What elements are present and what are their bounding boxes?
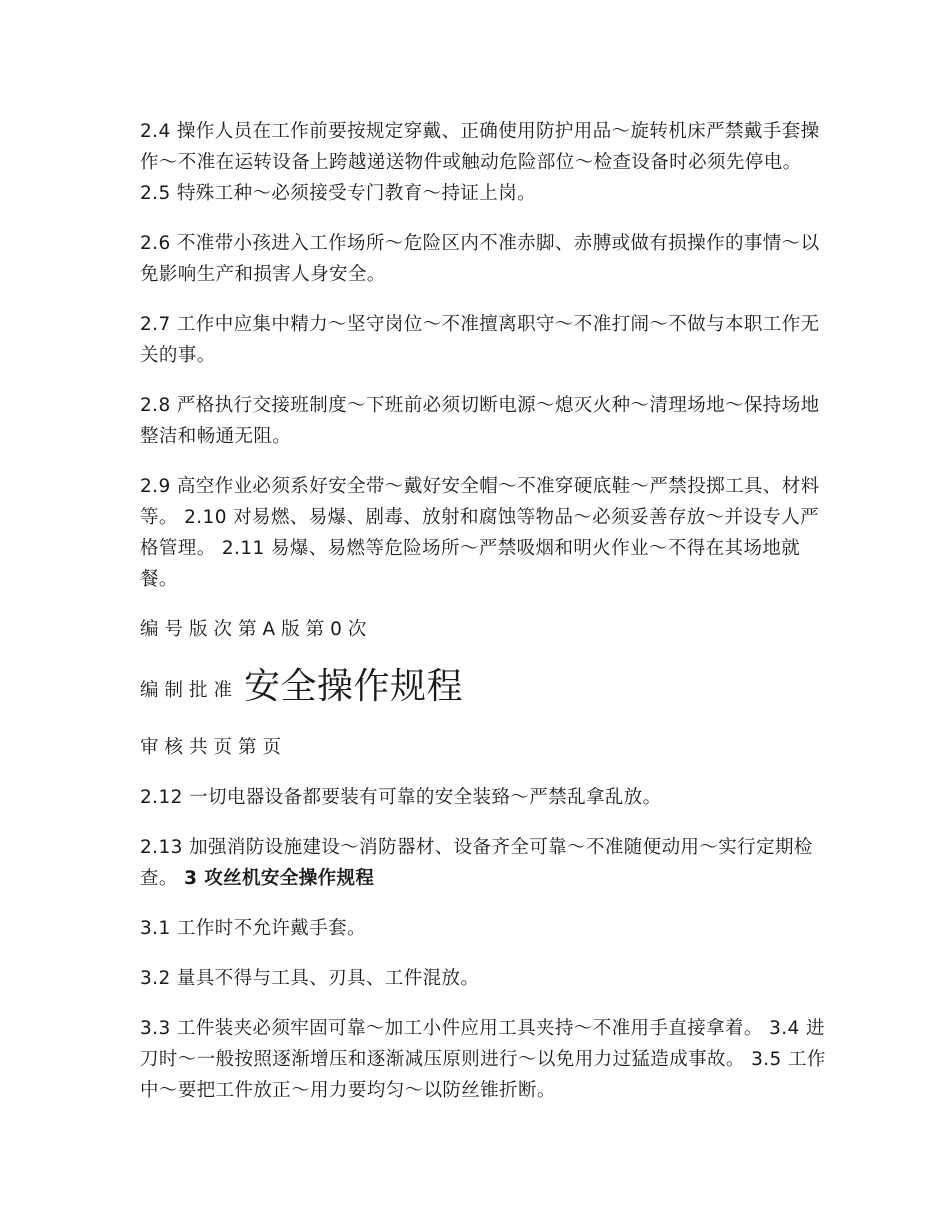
- review-line: 审核共页第页: [140, 737, 288, 758]
- paragraph-2-6: 2.6 不准带小孩进入工作场所～危险区内不准赤脚、赤膊或做有损操作的事情～以免影响生产和损害人身安全。: [140, 233, 820, 285]
- number-version-line: 编号版次第A版第0次: [140, 619, 373, 640]
- paragraph-2-9: 2.9 高空作业必须系好安全带～戴好安全帽～不准穿硬底鞋～严禁投掷工具、材料等。 2.10 对易燃、易爆、剧毒、放射和腐蚀等物品～必须妥善存放～并设专人严格管理。 2.11 易爆、易燃等危险场所～严禁吸烟和明火作业～不得在其场地就餐。: [140, 476, 820, 590]
- paragraph-2-13-text: 2.13 加强消防设施建设～消防器材、设备齐全可靠～不准随便动用～实行定期检查。: [140, 837, 813, 889]
- paragraph-3-2: 3.2 量具不得与工具、刃具、工件混放。: [140, 968, 480, 989]
- document-title: 安全操作规程: [244, 666, 464, 707]
- approve-label: 编制批准: [140, 680, 239, 701]
- section-3-heading: 3 攻丝机安全操作规程: [184, 868, 375, 889]
- paragraph-2-8: 2.8 严格执行交接班制度～下班前必须切断电源～熄灭火种～清理场地～保持场地整洁和畅通无阻。: [140, 395, 820, 447]
- paragraph-3-3: 3.3 工件装夹必须牢固可靠～加工小件应用工具夹持～不准用手直接拿着。 3.4 进刀时～一般按照逐渐增压和逐渐减压原则进行～以免用力过猛造成事故。 3.5 工作中～要把工件放正～用力要均匀～以防丝锥折断。: [140, 1018, 826, 1101]
- paragraph-3-1: 3.1 工作时不允许戴手套。: [140, 918, 366, 939]
- paragraph-2-7: 2.7 工作中应集中精力～坚守岗位～不准擅离职守～不准打闹～不做与本职工作无关的事。: [140, 314, 820, 366]
- paragraph-2-12: 2.12 一切电器设备都要装有可靠的安全装臵～严禁乱拿乱放。: [140, 787, 662, 808]
- approve-title-line: [140, 664, 830, 710]
- paragraph-2-4: 2.4 操作人员在工作前要按规定穿戴、正确使用防护用品～旋转机床严禁戴手套操作～不准在运转设备上跨越递送物件或触动危险部位～检查设备时必须先停电。 2.5 特殊工种～必须接受专门教育～持证上岗。: [140, 121, 820, 204]
- paragraph-2-13: [140, 832, 830, 894]
